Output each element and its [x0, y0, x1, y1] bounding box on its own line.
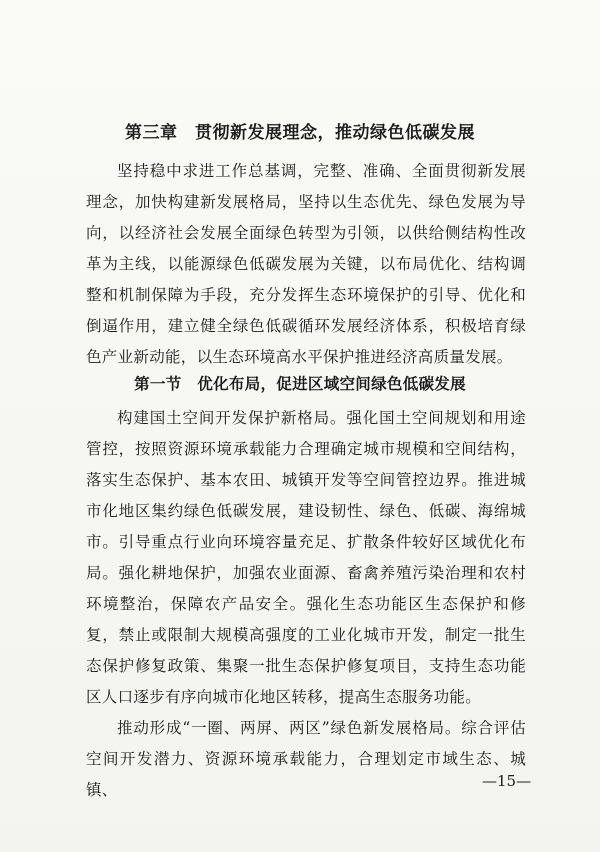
chapter-title: 第三章 贯彻新发展理念，推动绿色低碳发展: [125, 123, 475, 143]
paragraph-spatial-pattern: 构建国土空间开发保护新格局。强化国土空间规划和用途管控，按照资源环境承载能力合理确定城市规模和空间结构，落实生态保护、基本农田、城镇开发等空间管控边界。推进城市化地区集约绿色低碳发展，建设韧性、绿色、低碳、海绵城市。引导重点行业向环境容量充足、扩散条件较好区域优化布局。强化耕地保护，加强农业面源、畜禽养殖污染治理和农村环境整治，保障农产品安全。强化生态功能区生态保护和修复，禁止或限制大规模高强度的工业化城市开发，制定一批生态保护修复政策、集聚一批生态保护修复项目，支持生态功能区人口逐步有序向城市化地区转移，提高生态服务功能。: [86, 409, 526, 706]
paragraph-intro: 坚持稳中求进工作总基调，完整、准确、全面贯彻新发展理念，加快构建新发展格局，坚持以生态优先、绿色发展为导向，以经济社会发展全面绿色转型为引领，以供给侧结构性改革为主线，以能源绿色低碳发展为关键，以布局优化、结构调整和机制保障为手段，充分发挥生态环境保护的引导、优化和倒逼作用，建立健全绿色低碳循环发展经济体系，积极培育绿色产业新动能，以生态环境高水平保护推进经济高质量发展。: [86, 162, 526, 366]
section-title: 第一节 优化布局，促进区域空间绿色低碳发展: [134, 374, 466, 393]
paragraph-green-pattern: 推动形成“一圈、两屏、两区”绿色新发展格局。综合评估空间开发潜力、资源环境承载能力，合理划定市域生态、城镇、: [86, 719, 526, 799]
page-number: —15—: [482, 772, 532, 790]
